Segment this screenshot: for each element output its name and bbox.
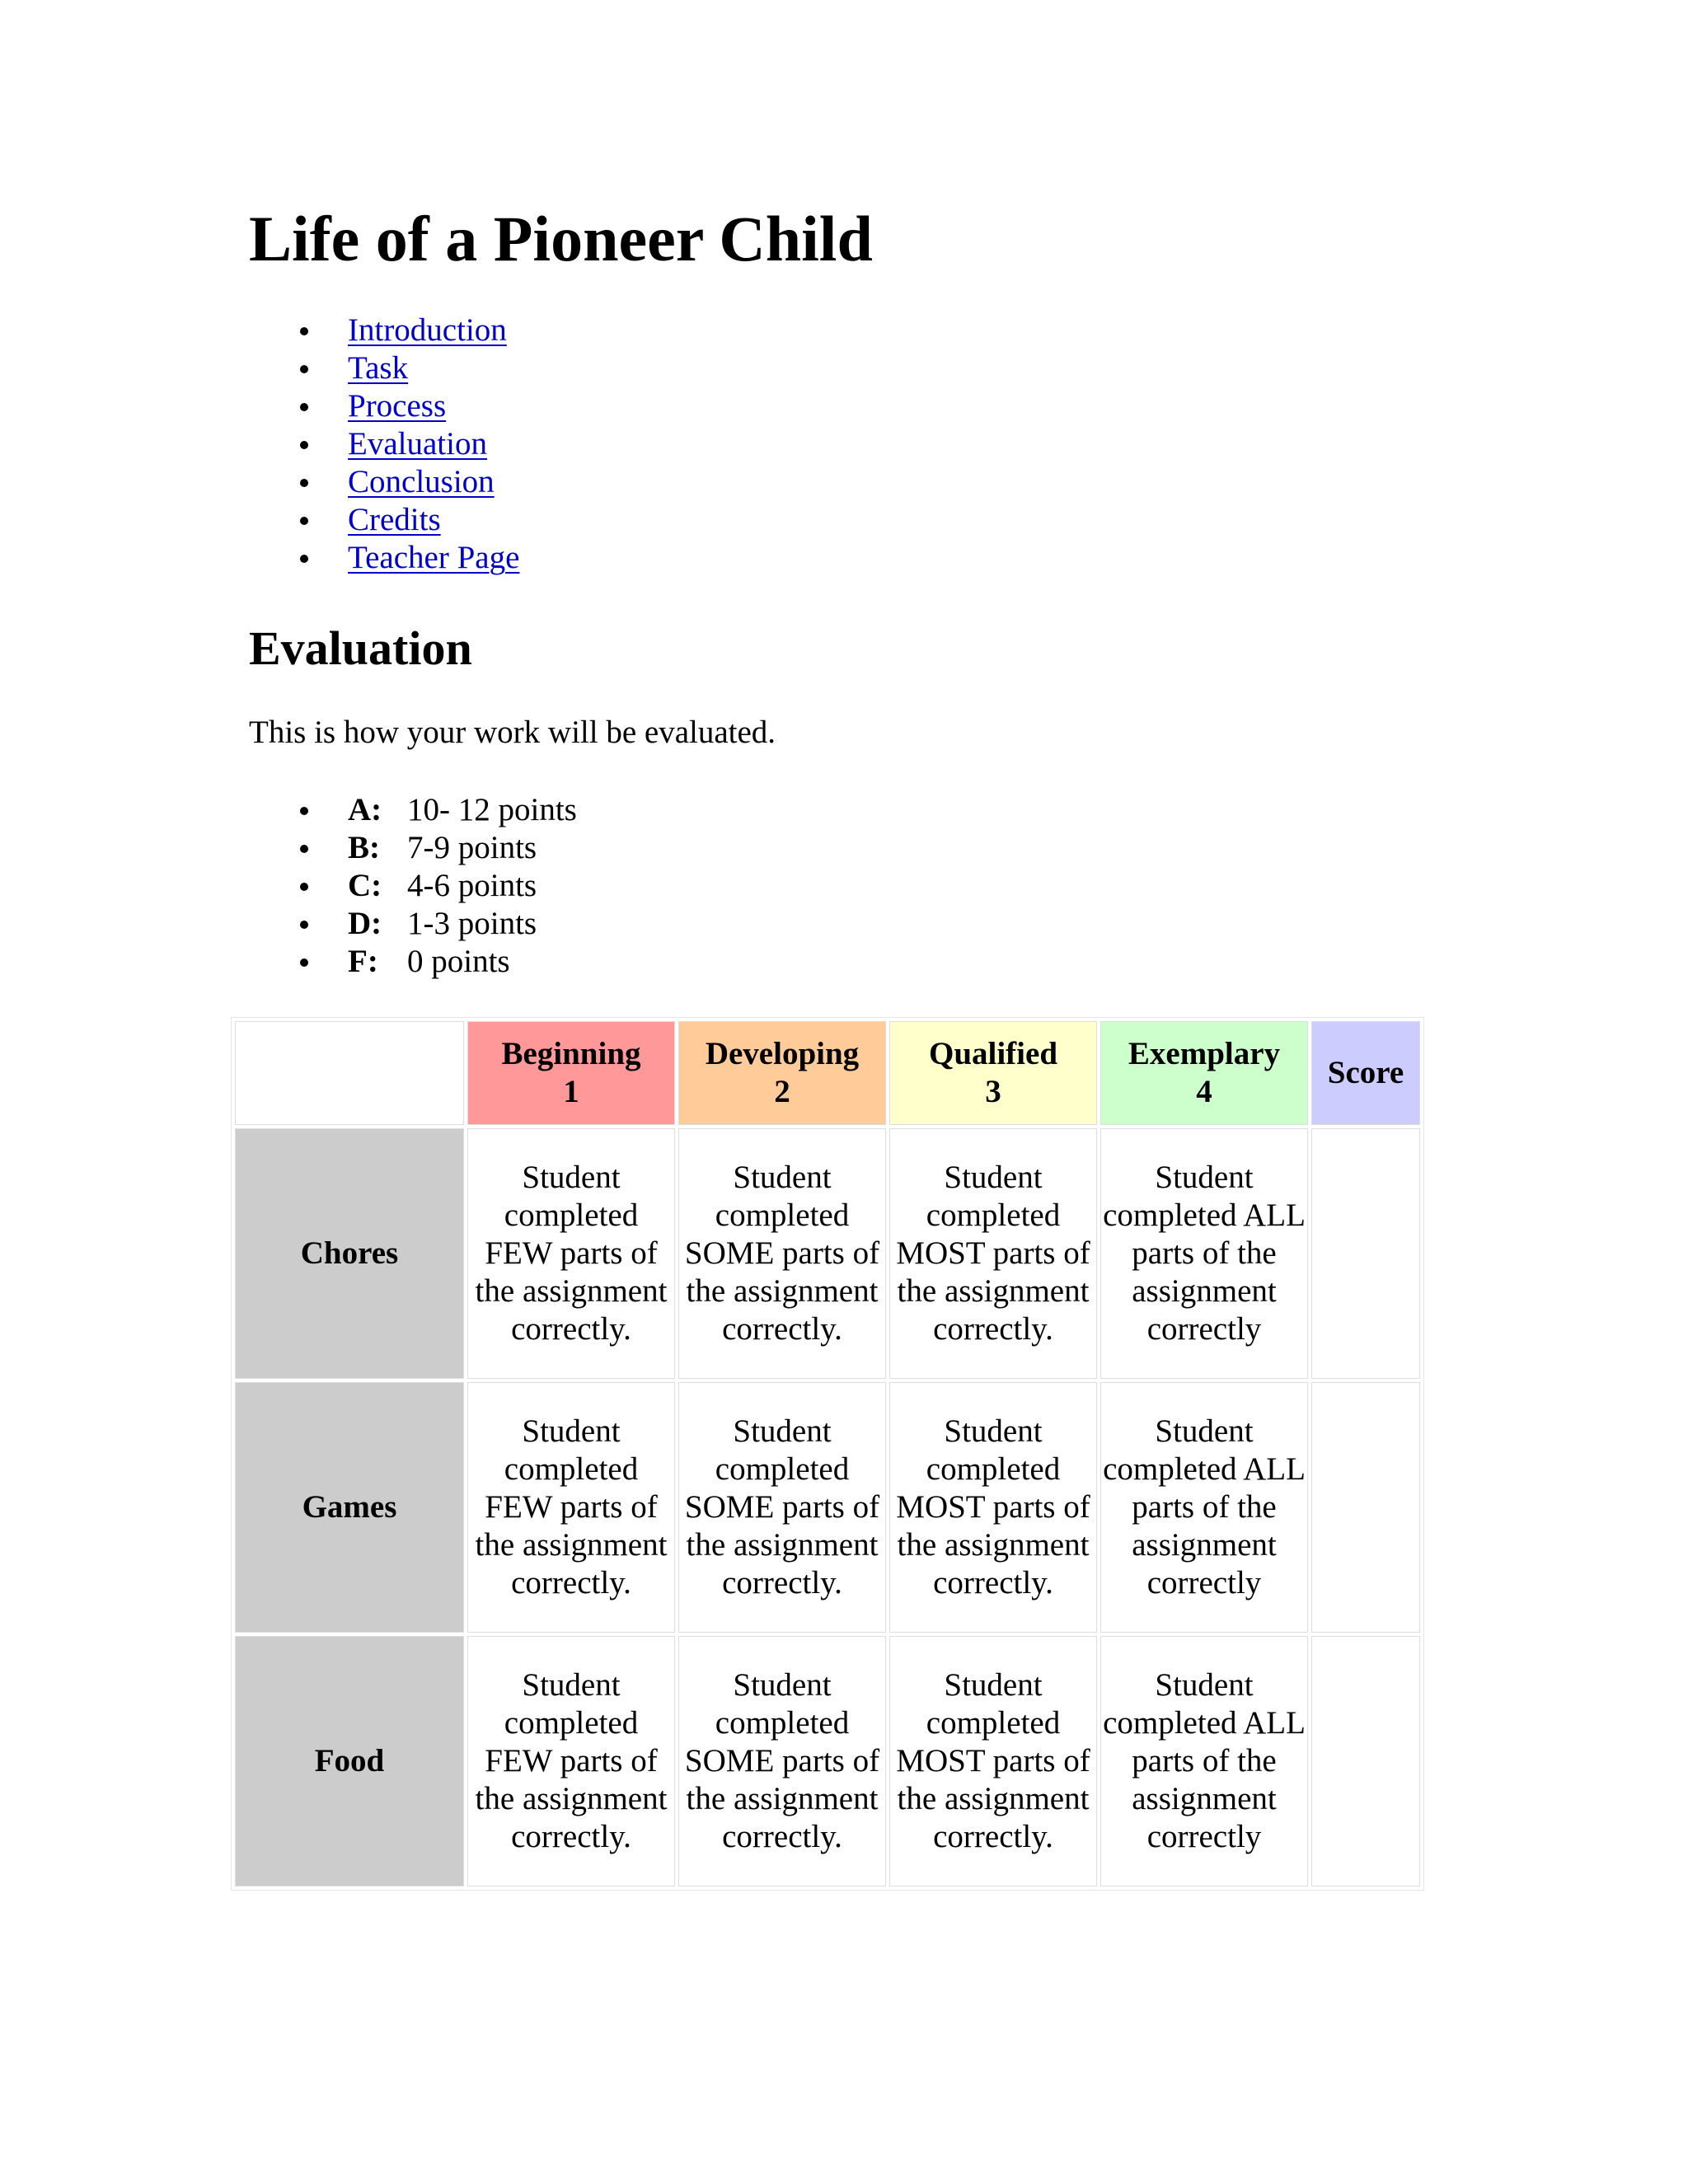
rubric-header-score: Score [1311,1021,1420,1125]
bullet-icon [300,807,308,815]
nav-link-introduction[interactable]: Introduction [348,312,507,348]
grade-letter: B: [348,830,380,865]
rubric-score-cell [1311,1636,1420,1886]
bullet-icon [300,327,308,335]
rubric-header-developing [678,1021,886,1125]
bullet-icon [300,365,308,373]
nav-item-teacher-page [249,539,519,577]
evaluation-rubric-table [231,1017,1424,1891]
grade-letter: D: [348,906,382,941]
rubric-corner-cell [235,1021,464,1125]
rubric-cell: Student completed SOME parts of the assignment correctly. [678,1382,886,1633]
grade-item [249,905,577,943]
rubric-row-games [235,1382,1420,1633]
rubric-cell: Student completed FEW parts of the assignment correctly. [467,1636,675,1886]
rubric-header-qualified [889,1021,1097,1125]
rubric-cell: Student completed ALL parts of the assignment correctly [1100,1382,1308,1633]
grade-points: 7-9 points [407,830,537,865]
bullet-icon [300,845,308,853]
nav-link-process[interactable]: Process [348,388,447,424]
rubric-score-cell [1311,1382,1420,1633]
rubric-header-level: 1 [563,1074,579,1109]
section-heading-evaluation: Evaluation [249,621,472,675]
nav-item-task [249,349,519,387]
bullet-icon [300,921,308,929]
nav-item-introduction [249,312,519,349]
nav-link-evaluation[interactable]: Evaluation [348,426,487,462]
bullet-icon [300,479,308,487]
page-title: Life of a Pioneer Child [249,203,873,274]
rubric-cell: Student completed FEW parts of the assignment correctly. [467,1128,675,1379]
nav-item-evaluation [249,425,519,463]
rubric-header-exemplary [1100,1021,1308,1125]
rubric-cell: Student completed MOST parts of the assignment correctly. [889,1382,1097,1633]
grade-item [249,943,577,981]
bullet-icon [300,441,308,449]
page-navigation [249,312,519,577]
bullet-icon [300,883,308,891]
rubric-row-label: Chores [235,1128,464,1379]
rubric-header-row [235,1021,1420,1125]
rubric-row-chores [235,1128,1420,1379]
grade-item [249,867,577,905]
rubric-header-beginning [467,1021,675,1125]
rubric-header-level: 3 [985,1074,1001,1109]
rubric-row-label: Food [235,1636,464,1886]
bullet-icon [300,555,308,563]
grade-letter: F: [348,944,378,979]
grade-points: 0 points [407,944,510,979]
grade-letter: C: [348,868,382,903]
grade-scale-list [249,791,577,981]
grade-points: 1-3 points [407,906,537,941]
grade-points: 4-6 points [407,868,537,903]
nav-item-process [249,387,519,425]
rubric-cell: Student completed ALL parts of the assignment correctly [1100,1636,1308,1886]
rubric-header-name: Exemplary [1128,1036,1281,1071]
rubric-header-level: 4 [1196,1074,1212,1109]
nav-item-credits [249,501,519,539]
grade-letter: A: [348,792,382,827]
rubric-cell: Student completed SOME parts of the assignment correctly. [678,1128,886,1379]
rubric-header-level: 2 [774,1074,790,1109]
grade-item [249,829,577,867]
nav-link-credits[interactable]: Credits [348,502,441,537]
grade-points: 10- 12 points [407,792,577,827]
bullet-icon [300,958,308,967]
rubric-cell: Student completed SOME parts of the assignment correctly. [678,1636,886,1886]
evaluation-intro: This is how your work will be evaluated. [249,715,776,750]
rubric-score-cell [1311,1128,1420,1379]
nav-link-conclusion[interactable]: Conclusion [348,464,495,499]
nav-link-teacher-page[interactable]: Teacher Page [348,540,520,575]
rubric-cell: Student completed FEW parts of the assignment correctly. [467,1382,675,1633]
rubric-cell: Student completed MOST parts of the assignment correctly. [889,1128,1097,1379]
rubric-row-label: Games [235,1382,464,1633]
bullet-icon [300,403,308,411]
rubric-row-food [235,1636,1420,1886]
grade-item [249,791,577,829]
nav-link-task[interactable]: Task [348,350,409,386]
rubric-cell: Student completed MOST parts of the assignment correctly. [889,1636,1097,1886]
rubric-header-name: Qualified [928,1036,1058,1071]
nav-item-conclusion [249,463,519,501]
bullet-icon [300,517,308,525]
rubric-header-name: Developing [705,1036,860,1071]
rubric-header-name: Beginning [501,1036,641,1071]
rubric-cell: Student completed ALL parts of the assignment correctly [1100,1128,1308,1379]
